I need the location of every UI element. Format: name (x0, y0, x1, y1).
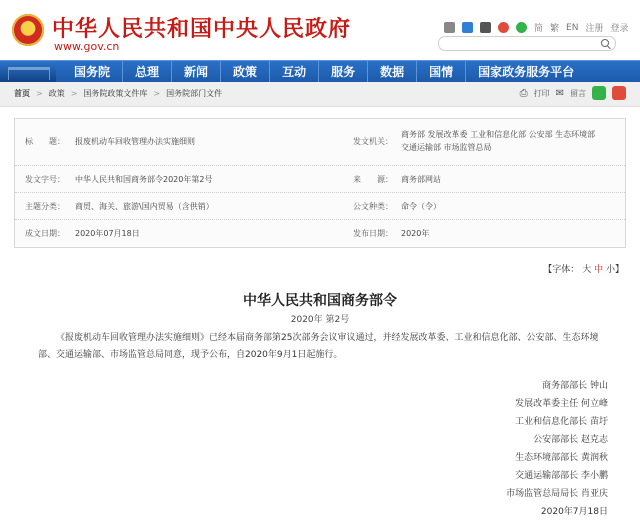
title-value: 报废机动车回收管理办法实施细则 (75, 137, 195, 146)
signature-line: 发展改革委主任 何立峰 (515, 399, 608, 409)
document-body: 《报废机动车回收管理办法实施细则》已经本届商务部第25次部务会议审议通过，并经发展改革委、工业和信息化部、公安部、生态环境部、交通运输部、市场监管总局同意，现予公布，自2020年9月1日起施行。 (38, 333, 599, 360)
breadcrumb (14, 88, 222, 99)
title-label: 标 题： (25, 137, 65, 146)
issuer-label: 发文机关： (353, 137, 393, 146)
site-url[interactable]: www.gov.cn (54, 40, 120, 53)
docno-label: 发文字号： (25, 175, 65, 184)
main-nav (0, 60, 640, 83)
source-label: 来 源： (353, 175, 393, 184)
wechat-icon[interactable] (516, 22, 527, 33)
mobile-icon[interactable] (462, 22, 473, 33)
nav-item-service[interactable]: 服务 (319, 61, 368, 83)
lang-english-link[interactable]: EN (566, 22, 579, 33)
search-icon[interactable] (601, 39, 609, 47)
login-link[interactable]: 登录 (610, 24, 629, 34)
subject-label: 主题分类： (25, 202, 65, 211)
nav-item-national-conditions[interactable]: 国情 (417, 61, 466, 83)
signature-date: 2020年7月18日 (540, 507, 608, 517)
lang-simplified-link[interactable]: 简 (534, 24, 544, 34)
register-link[interactable]: 注册 (585, 24, 604, 34)
subject-value: 商贸、海关、旅游\国内贸易（含供销） (75, 202, 214, 211)
nav-item-gov-service-platform[interactable]: 国家政务服务平台 (478, 65, 575, 79)
signature-line: 交通运输部部长 李小鹏 (515, 471, 608, 481)
signature-line: 工业和信息化部长 苗圩 (515, 417, 608, 427)
written-date-value: 2020年07月18日 (75, 229, 140, 238)
signature-line: 商务部部长 钟山 (542, 381, 608, 391)
written-date-label: 成文日期： (25, 229, 65, 238)
breadcrumb-department-docs[interactable]: 国务院部门文件 (166, 89, 223, 98)
phone-icon[interactable] (480, 22, 491, 33)
share-tools (520, 86, 626, 100)
print-link[interactable]: 打印 (533, 88, 550, 98)
font-size-label: 【字体： (543, 265, 580, 275)
nav-item-state-council[interactable]: 国务院 (62, 61, 123, 83)
font-size-close: 】 (614, 265, 624, 275)
font-size-large[interactable]: 大 (582, 265, 592, 275)
nav-item-policy[interactable]: 政策 (221, 61, 270, 83)
email-icon[interactable] (444, 22, 455, 33)
document-number: 2020年 第2号 (290, 315, 350, 325)
published-date-label: 发布日期： (353, 229, 393, 238)
lang-traditional-link[interactable]: 繁 (550, 24, 560, 34)
top-links (444, 21, 628, 34)
font-size-small[interactable]: 小 (605, 265, 615, 275)
issuer-value-line2: 交通运输部 市场监管总局 (401, 143, 492, 152)
breadcrumb-separator: > (36, 89, 43, 98)
doc-type-value: 命令（令） (401, 202, 441, 211)
breadcrumb-home[interactable]: 首页 (14, 89, 30, 98)
site-header (0, 0, 640, 58)
nav-item-premier[interactable]: 总理 (123, 61, 172, 83)
wechat-share-icon[interactable] (592, 86, 606, 100)
search-input[interactable] (438, 36, 616, 51)
font-size-medium[interactable]: 中 (594, 265, 604, 275)
nav-item-news[interactable]: 新闻 (172, 61, 221, 83)
breadcrumb-policy[interactable]: 政策 (48, 89, 65, 98)
signature-line: 生态环境部部长 黄润秋 (515, 453, 608, 463)
weibo-icon[interactable] (498, 22, 509, 33)
national-emblem-icon[interactable] (12, 14, 44, 46)
document-info-table (14, 118, 626, 248)
doc-type-label: 公文种类： (353, 202, 393, 211)
font-size-switcher (543, 262, 624, 275)
source-value: 商务部网站 (401, 175, 441, 184)
weibo-share-icon[interactable] (612, 86, 626, 100)
issuer-value-line1: 商务部 发展改革委 工业和信息化部 公安部 生态环境部 (401, 130, 596, 139)
message-link[interactable]: 留言 (570, 88, 586, 98)
breadcrumb-separator: > (70, 89, 78, 98)
breadcrumb-separator: > (153, 89, 161, 98)
document-title: 中华人民共和国商务部令 (243, 293, 397, 309)
info-row-title (15, 119, 625, 166)
breadcrumb-policy-library[interactable]: 国务院政策文件库 (83, 89, 148, 98)
info-row-subject (15, 192, 625, 220)
message-icon[interactable]: ✉ (555, 87, 564, 99)
signature-line: 公安部部长 赵克志 (533, 435, 608, 445)
gate-skyline-icon (0, 61, 56, 83)
info-row-docno (15, 165, 625, 193)
nav-item-interaction[interactable]: 互动 (270, 61, 319, 83)
site-title[interactable]: 中华人民共和国中央人民政府 (52, 16, 352, 42)
breadcrumb-bar (0, 82, 640, 107)
info-row-dates (15, 219, 625, 246)
nav-item-data[interactable]: 数据 (368, 61, 417, 83)
docno-value: 中华人民共和国商务部令2020年第2号 (75, 175, 213, 184)
print-icon[interactable]: ⎙ (519, 87, 528, 99)
published-date-value: 2020年 (401, 229, 430, 238)
signature-line: 市场监管总局局长 肖亚庆 (506, 489, 608, 499)
nav-items (62, 61, 586, 83)
